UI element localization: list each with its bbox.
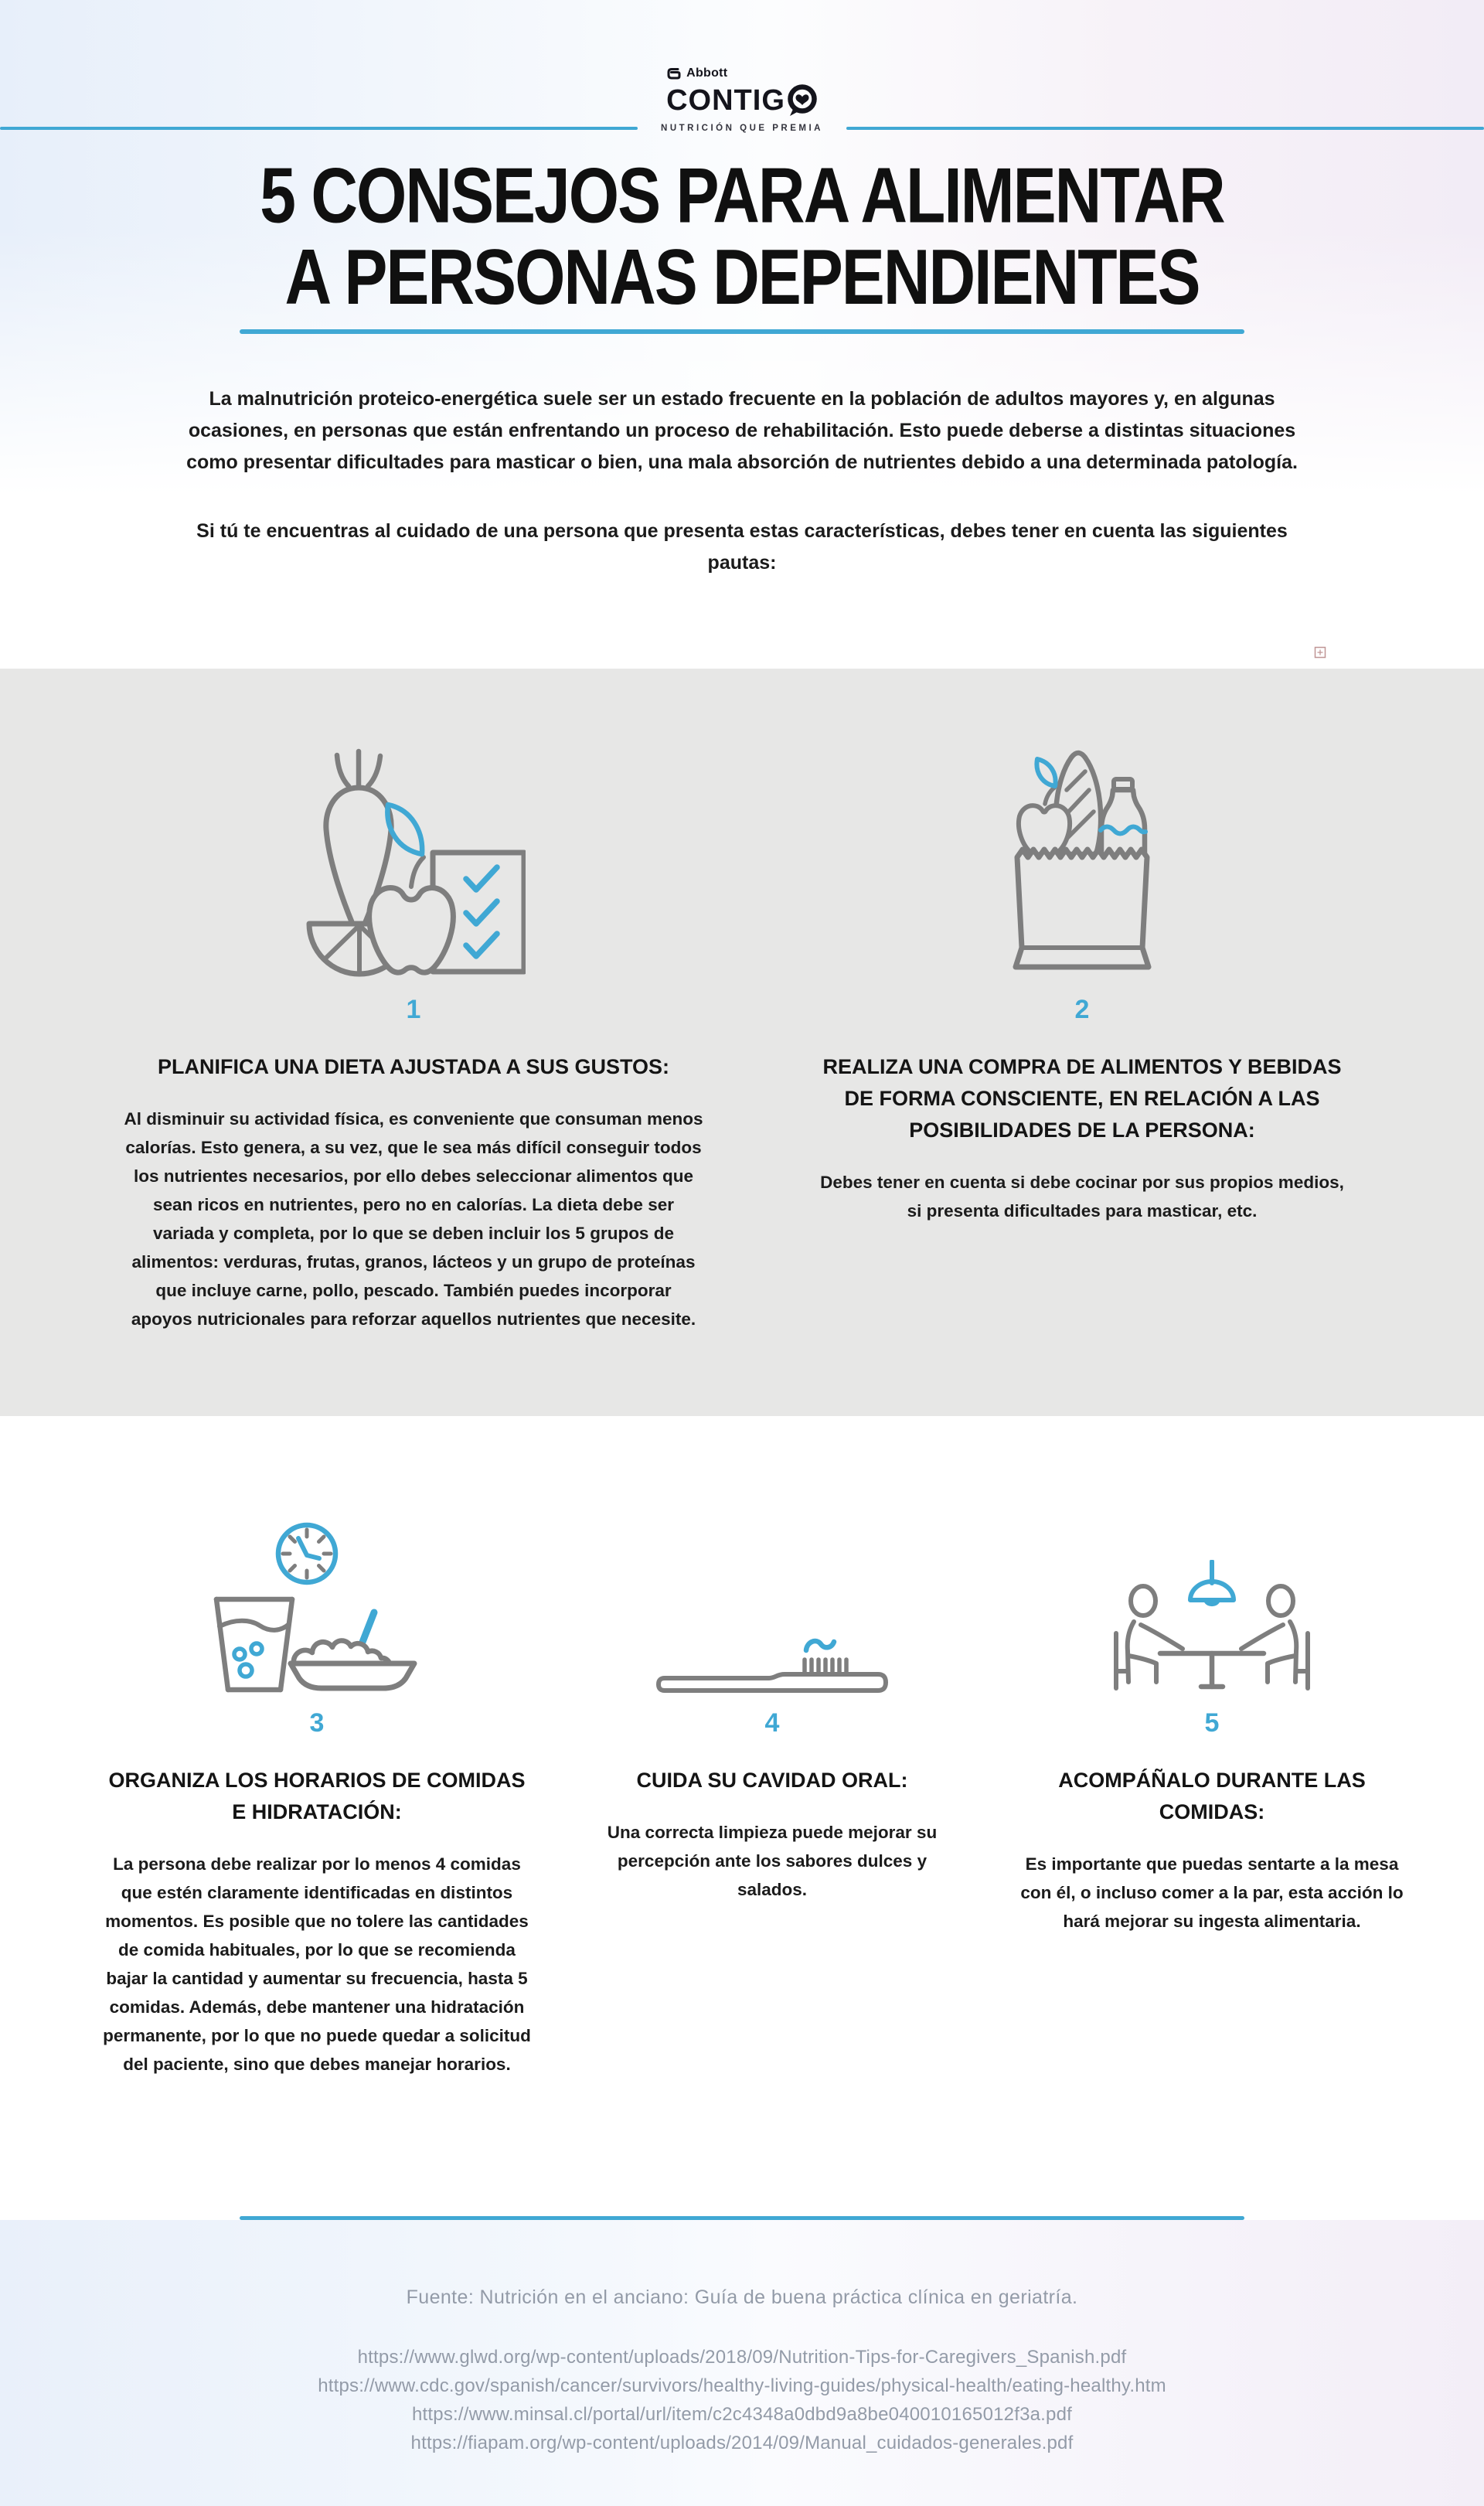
tip-5-body: Es importante que puedas sentarte a la mesa con él, o incluso comer a la par, esta acción lo hará mejorar su ingesta alimentaria.: [1020, 1854, 1404, 1931]
footer-section: [0, 2220, 1484, 2506]
tip-1-body: Al disminuir su actividad física, es conveniente que consuman menos calorías. Esto genera, a su vez, que le sea más difícil conseguir todos los nutrientes necesarios, por ello debes seleccionar alimentos que sean ricos en nutrientes, pero no en calorías. La dieta debe ser variada y completa, por lo que se deben incluir los 5 grupos de alimentos: verduras, frutas, granos, lácteos y un grupo de proteínas que incluye carne, pollo, pescado. También puedes incorporar apoyos nutricionales para reforzar aquellos nutrientes que necesite.: [124, 1109, 703, 1329]
source-links: [0, 2343, 1484, 2457]
source-link: https://www.glwd.org/wp-content/uploads/2018/09/Nutrition-Tips-for-Caregivers_Spanish.pdf: [357, 2347, 1127, 2368]
tip-1-title: PLANIFICA UNA DIETA AJUSTADA A SUS GUSTOS:: [157, 1055, 669, 1078]
source-text: Fuente: Nutrición en el anciano: Guía de buena práctica clínica en geriatría.: [406, 2286, 1078, 2308]
broken-image-icon: [1314, 646, 1326, 659]
contigo-wordmark: CONTIG: [666, 83, 818, 117]
tip-3-body: La persona debe realizar por lo menos 4 comidas que estén claramente identificadas en distintos momentos. Es posible que no tolere las cantidades de comida habituales, por lo que se recomienda bajar la cantidad y aumentar su frecuencia, hasta 5 comidas. Además, debe mantener una hidratación permanente, por lo que no puede quedar a solicitud del paciente, sino que debes manejar horarios.: [103, 1854, 531, 2074]
tip-2-body: Debes tener en cuenta si debe cocinar por sus propios medios, si presenta dificultades para masticar, etc.: [820, 1173, 1344, 1221]
tip-5-number: 5: [1204, 1708, 1220, 1738]
tip-4-number: 4: [764, 1708, 780, 1738]
tips-section-gray: [0, 669, 1484, 1416]
tip-2-number: 2: [1074, 995, 1090, 1024]
title-underline: [240, 329, 1244, 334]
tagline-left-line: [0, 127, 638, 130]
intro-paragraph-1: La malnutrición proteico-energética suele ser un estado frecuente en la población de adultos mayores y, en algunas ocasiones, en personas que están enfrentando un proceso de rehabilitación. Esto puede deberse a distintas situaciones como presentar dificultades para masticar o bien, una mala absorción de nutrientes debido a una determinada patología.: [186, 388, 1298, 473]
brand-tagline: NUTRICIÓN QUE PREMIA: [661, 124, 823, 133]
tip-5-column: [1011, 1416, 1413, 2079]
brand-tagline-row: [0, 124, 1484, 133]
abbott-lockup: [666, 66, 727, 80]
source-link: https://fiapam.org/wp-content/uploads/2014/09/Manual_cuidados-generales.pdf: [410, 2433, 1074, 2453]
tip-2-title: REALIZA UNA COMPRA DE ALIMENTOS Y BEBIDAS DE FORMA CONSCIENTE, EN RELACIÓN A LAS POSIBILIDADES DE LA PERSONA:: [822, 1055, 1342, 1142]
grocery-bag-icon: [1013, 737, 1152, 978]
tip-5-title: ACOMPÁÑALO DURANTE LAS COMIDAS:: [1058, 1769, 1366, 1823]
meal-schedule-icon: [212, 1416, 422, 1693]
tip-3-column: [100, 1416, 533, 2079]
intro-block: [0, 383, 1484, 579]
tip-4-body: Una correcta limpieza puede mejorar su percepción ante los sabores dulces y salados.: [607, 1823, 938, 1899]
footer-divider: [240, 2216, 1244, 2220]
tip-2-column: [812, 737, 1353, 1416]
tip-1-number: 1: [406, 995, 421, 1024]
page-title-line-2: A PERSONAS DEPENDIENTES: [284, 233, 1200, 321]
page-title-line-1: 5 CONSEJOS PARA ALIMENTAR: [260, 152, 1224, 240]
speech-bubble-heart-icon: [785, 83, 818, 117]
header-section: [0, 0, 1484, 669]
tip-4-title: CUIDA SU CAVIDAD ORAL:: [636, 1769, 908, 1792]
dining-together-icon: [1111, 1416, 1313, 1693]
tips-section-white: [0, 1416, 1484, 2220]
page-title: [0, 152, 1484, 321]
tip-1-column: [124, 737, 703, 1416]
tagline-right-line: [846, 127, 1484, 130]
brand-logo: [0, 0, 1484, 133]
tip-4-column: [571, 1416, 973, 2079]
source-link: https://www.cdc.gov/spanish/cancer/survivors/healthy-living-guides/physical-health/eating-healthy.htm: [318, 2375, 1166, 2396]
toothbrush-icon: [656, 1416, 888, 1693]
tip-3-title: ORGANIZA LOS HORARIOS DE COMIDAS E HIDRATACIÓN:: [108, 1769, 526, 1823]
tip-3-number: 3: [309, 1708, 325, 1738]
abbott-wordmark: Abbott: [686, 66, 728, 80]
fresh-food-checklist-icon: [301, 737, 526, 978]
abbott-a-icon: [666, 66, 682, 80]
source-link: https://www.minsal.cl/portal/url/item/c2c4348a0dbd9a8be040010165012f3a.pdf: [411, 2404, 1073, 2425]
intro-paragraph-2: Si tú te encuentras al cuidado de una persona que presenta estas características, debes tener en cuenta las siguientes pautas:: [196, 520, 1288, 574]
